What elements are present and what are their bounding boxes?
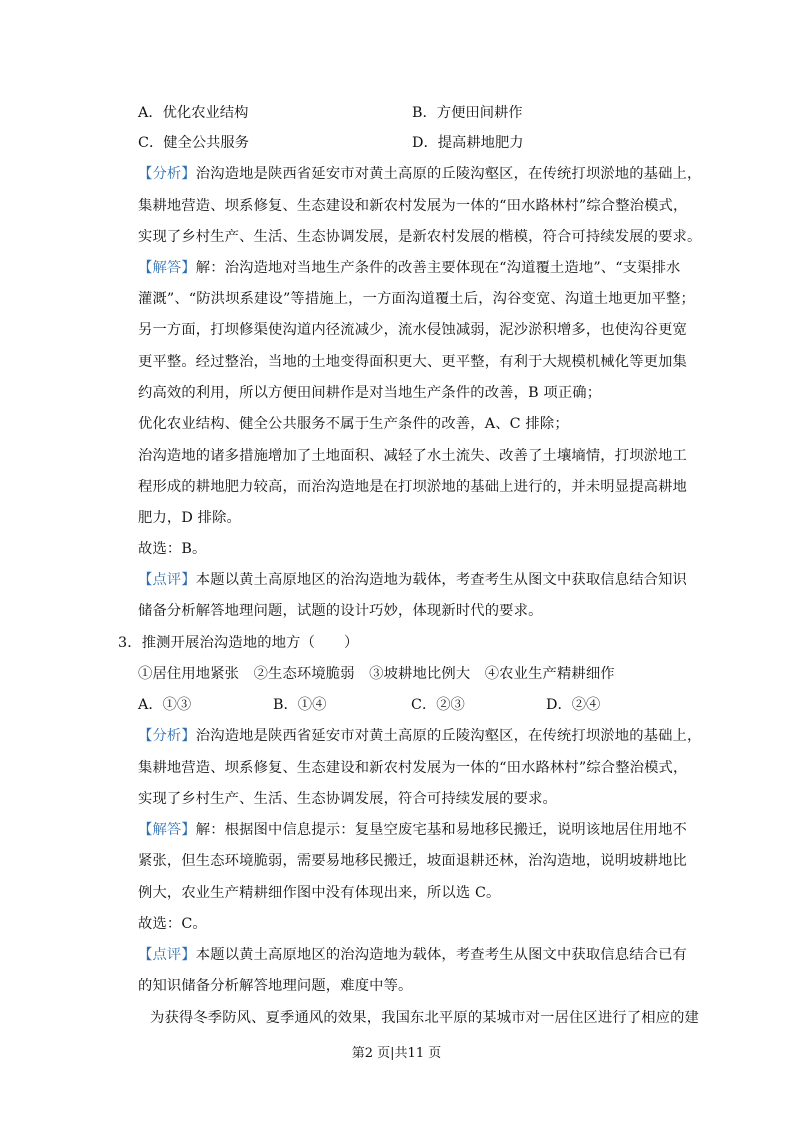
q3-analysis-line-3: 实现了乡村生产、生活、生态协调发展，符合可持续发展的要求。	[138, 791, 557, 807]
q3-solution-line-1: 【解答】解：根据图中信息提示：复垦空废宅基和易地移民搬迁，说明该地居住用地不	[138, 822, 687, 838]
analysis-tag: 【分析】	[138, 728, 196, 744]
q2-solution-line-1: 【解答】解：治沟造地对当地生产条件的改善主要体现在“沟道覆土造地”、“支渠排水	[138, 260, 681, 276]
q2-solution-line-6: 优化农业结构、健全公共服务不属于生产条件的改善，A、C 排除；	[138, 416, 569, 432]
q3-option-c: C．②③	[411, 697, 465, 713]
q2-analysis-line-2: 集耕地营造、坝系修复、生态建设和新农村发展为一体的“田水路林村”综合整治模式，	[138, 198, 688, 214]
q2-comment-line-1: 【点评】本题以黄土高原地区的治沟造地为载体，考查考生从图文中获取信息结合知识	[138, 572, 687, 588]
solution-tag: 【解答】	[138, 822, 196, 838]
q2-solution-line-9: 肥力，D 排除。	[138, 510, 241, 526]
q2-solution-line-3: 另一方面，打坝修渠使沟道内径流减少，流水侵蚀减弱，泥沙淤积增多，也使沟谷更宽	[138, 322, 687, 338]
analysis-tag: 【分析】	[138, 166, 196, 182]
q2-solution-line-8: 程形成的耕地肥力较高，而治沟造地是在打坝淤地的基础上进行的，并未明显提高耕地	[138, 479, 687, 495]
q3-analysis-line-1: 【分析】治沟造地是陕西省延安市对黄土高原的丘陵沟壑区，在传统打坝淤地的基础上，	[138, 728, 702, 744]
q2-solution-line-7: 治沟造地的诸多措施增加了土地面积、减轻了水土流失、改善了土壤墒情，打坝淤地工	[138, 448, 687, 464]
q3-solution-line-2: 紧张，但生态环境脆弱，需要易地移民搬迁，坡面退耕还林，治沟造地，说明坡耕地比	[138, 853, 687, 869]
q3-answer: 故选：C。	[138, 916, 207, 932]
solution-tag: 【解答】	[138, 260, 196, 276]
comment-tag: 【点评】	[138, 572, 196, 588]
q3-option-a: A．①③	[138, 697, 192, 713]
q2-comment-line-2: 储备分析解答地理问题，试题的设计巧妙，体现新时代的要求。	[138, 603, 543, 619]
q3-comment-line-1: 【点评】本题以黄土高原地区的治沟造地为载体，考查考生从图文中获取信息结合已有	[138, 947, 687, 963]
q2-solution-line-4: 更平整。经过整治，当地的土地变得面积更大、更平整，有利于大规模机械化等更加集	[138, 354, 687, 370]
q2-analysis-line-3: 实现了乡村生产、生活、生态协调发展，是新农村发展的楷模，符合可持续发展的要求。	[138, 229, 702, 245]
q3-comment-line-2: 的知识储备分析解答地理问题，难度中等。	[138, 978, 413, 994]
q2-option-b: B．方便田间耕作	[412, 105, 523, 121]
q2-solution-line-5: 约高效的利用，所以方便田间耕作是对当地生产条件的改善，B 项正确；	[138, 385, 602, 401]
next-passage: 为获得冬季防风、夏季通风的效果，我国东北平原的某城市对一居住区进行了相应的建	[150, 1010, 699, 1026]
q2-answer: 故选：B。	[138, 541, 207, 557]
page-footer: 第2 页|共11 页	[351, 1046, 442, 1061]
q2-option-a: A．优化农业结构	[138, 105, 249, 121]
q3-option-d: D．②④	[546, 697, 601, 713]
comment-tag: 【点评】	[138, 947, 196, 963]
q3-stem: 3．推测开展治沟造地的地方（ ）	[118, 635, 359, 651]
q2-analysis-line-1: 【分析】治沟造地是陕西省延安市对黄土高原的丘陵沟壑区，在传统打坝淤地的基础上，	[138, 166, 702, 182]
q3-option-b: B．①④	[273, 697, 327, 713]
q2-option-c: C．健全公共服务	[138, 135, 250, 151]
q3-solution-line-3: 例大，农业生产精耕细作图中没有体现出来，所以选 C。	[138, 885, 501, 901]
q2-solution-line-2: 灌溉”、“防洪坝系建设”等措施上，一方面沟道覆土后，沟谷变宽、沟道土地更加平整；	[138, 291, 695, 307]
q3-analysis-line-2: 集耕地营造、坝系修复、生态建设和新农村发展为一体的“田水路林村”综合整治模式，	[138, 760, 688, 776]
q2-option-d: D．提高耕地肥力	[412, 135, 524, 151]
q3-items: ①居住用地紧张 ②生态环境脆弱 ③坡耕地比例大 ④农业生产精耕细作	[138, 666, 615, 682]
